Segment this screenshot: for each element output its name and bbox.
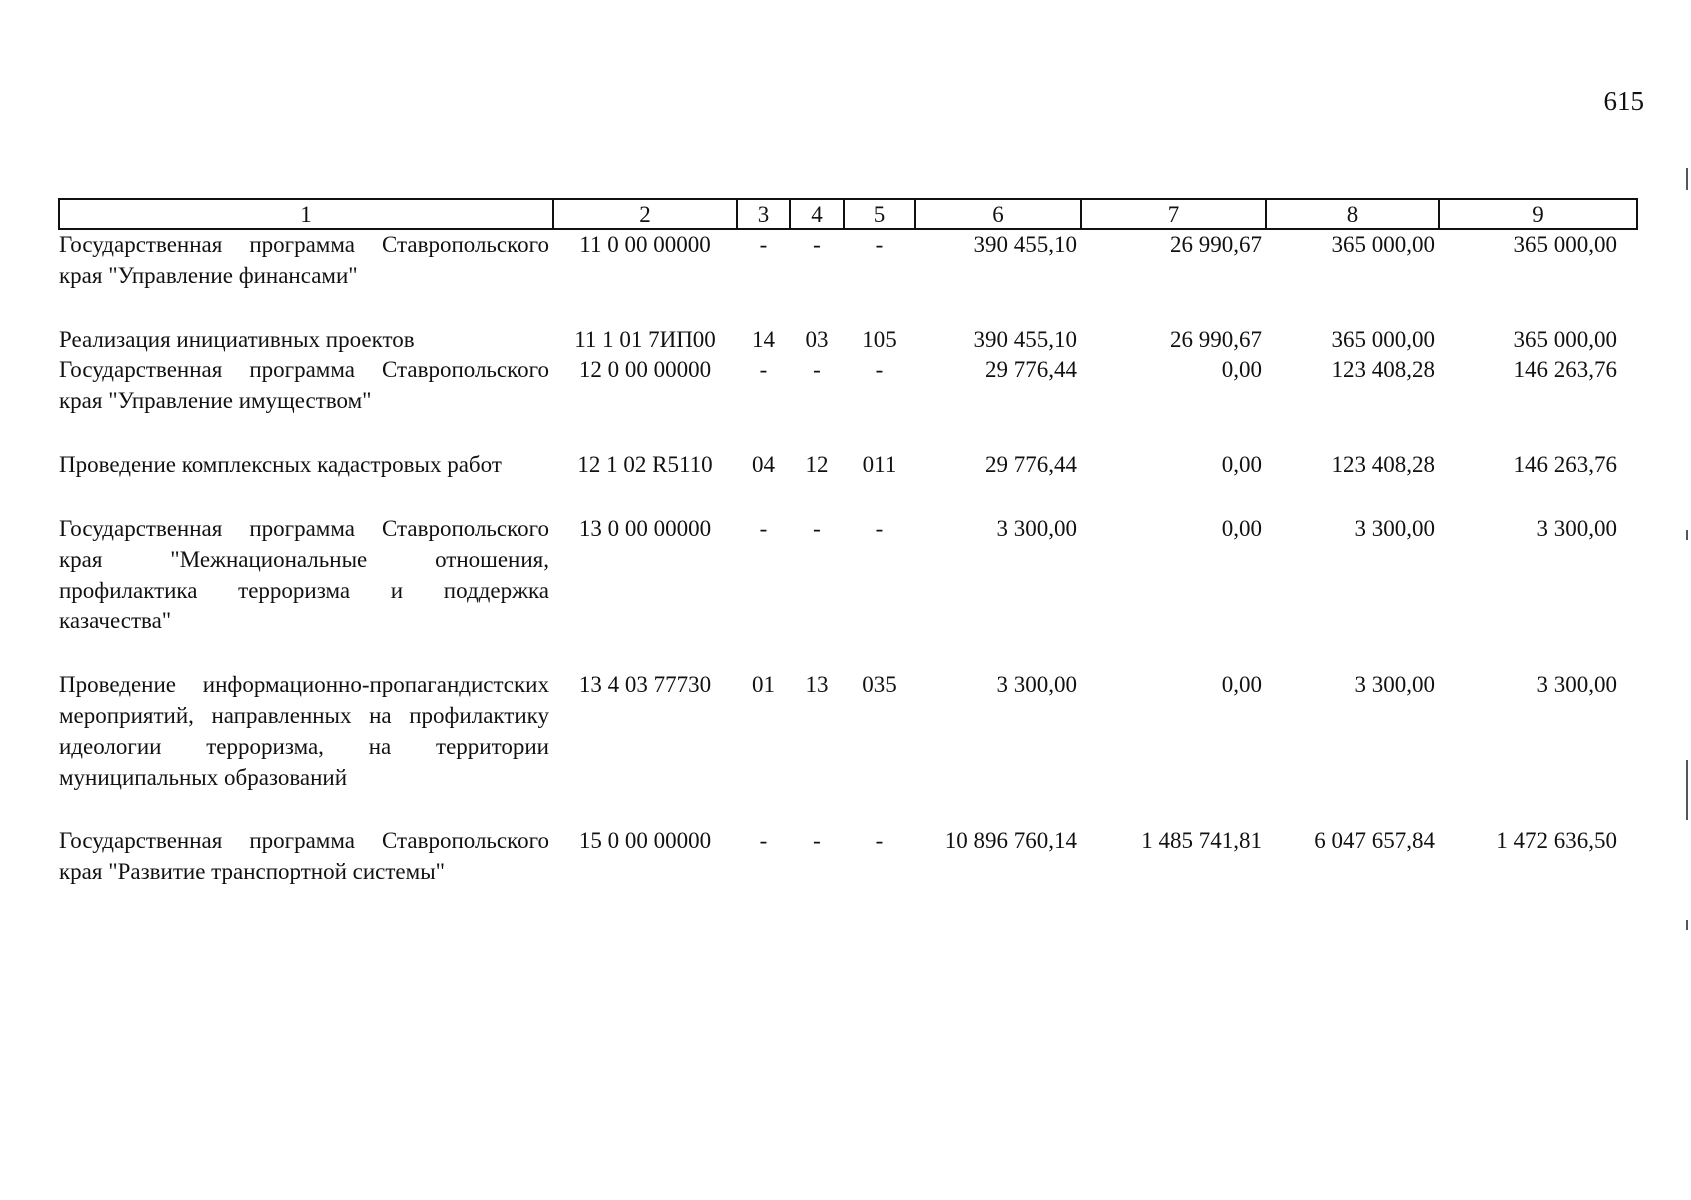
header-col-7: 7 [1081,199,1266,229]
table-row [59,826,1637,888]
row-name: Государственная программа Ставропольского края "Управление финансами" [59,232,549,288]
row-col-4: - [813,828,821,854]
table-row [59,325,1637,356]
row-col-4: - [813,232,821,257]
header-col-6: 6 [915,199,1081,229]
row-col-6: 390 455,10 [973,232,1077,257]
row-col-5: 035 [862,672,897,698]
row-code: 11 0 00 00000 [579,232,711,257]
header-col-5: 5 [844,199,915,229]
row-col-3: - [759,515,768,541]
row-col-7: 0,00 [1221,357,1262,383]
row-col-9: 1 472 636,50 [1496,828,1617,854]
header-col-3: 3 [737,199,790,229]
row-col-8: 123 408,28 [1331,357,1435,383]
row-col-8: 365 000,00 [1331,232,1435,257]
row-col-3: 04 [752,452,775,478]
table-row [59,670,1637,826]
header-col-9: 9 [1439,199,1637,229]
row-col-3: 14 [752,326,775,352]
row-col-5: - [875,357,884,383]
row-col-9: 3 300,00 [1536,672,1617,698]
row-col-4: 13 [805,672,829,698]
row-col-3: - [759,357,768,383]
row-name: Реализация инициативных проектов [59,326,415,352]
row-code: 11 1 01 7ИП00 [574,326,716,352]
table-row [59,229,1637,325]
row-col-8: 6 047 657,84 [1314,828,1435,854]
row-code: 13 4 03 77730 [578,672,712,698]
row-col-4: - [813,515,821,541]
table-row [59,355,1637,450]
row-col-7: 1 485 741,81 [1141,828,1262,854]
row-col-5: - [875,515,884,541]
header-col-1: 1 [59,199,553,229]
row-col-4: 03 [805,326,829,352]
row-code: 15 0 00 00000 [578,828,712,854]
table-row [59,450,1637,514]
row-col-5: 011 [862,452,897,478]
table-row [59,514,1637,670]
row-name: Государственная программа Ставропольского края "Развитие транспортной системы" [59,828,549,885]
row-name: Государственная программа Ставропольского края "Межнациональные отношения, профилактика терроризма и поддержка казачества" [59,515,549,634]
page-number: 615 [1603,86,1644,116]
row-name: Проведение информационно-пропагандистских мероприятий, направленных на профилактику идеологии терроризма, на территории муниципальных образований [59,672,549,790]
row-code: 13 0 00 00000 [578,515,712,541]
row-col-7: 0,00 [1221,672,1262,698]
row-col-6: 29 776,44 [985,357,1077,383]
table-body [59,229,1637,888]
row-col-3: - [759,828,768,854]
scan-edge-mark [1686,168,1688,190]
row-col-6: 10 896 760,14 [944,828,1077,854]
row-col-8: 3 300,00 [1354,515,1435,541]
row-col-7: 0,00 [1221,515,1262,541]
budget-table-container [58,198,1636,888]
row-code: 12 1 02 R5110 [577,452,713,478]
row-name: Проведение комплексных кадастровых работ [59,452,502,478]
row-col-3: - [759,232,768,257]
table-header [59,199,1637,229]
row-col-8: 123 408,28 [1331,452,1435,478]
row-col-6: 3 300,00 [996,672,1077,698]
header-row [59,199,1637,229]
scan-edge-mark [1686,760,1688,820]
row-col-8: 3 300,00 [1354,672,1435,698]
row-col-5: - [875,232,884,257]
row-col-9: 3 300,00 [1536,515,1617,541]
header-col-2: 2 [553,199,737,229]
row-col-3: 01 [752,672,775,698]
row-col-7: 26 990,67 [1170,326,1262,352]
row-col-9: 146 263,76 [1513,357,1617,383]
row-col-7: 26 990,67 [1170,232,1262,257]
row-col-6: 3 300,00 [996,515,1077,541]
scan-edge-mark [1686,920,1688,930]
row-col-6: 390 455,10 [973,326,1077,352]
row-col-8: 365 000,00 [1331,326,1435,352]
header-col-8: 8 [1266,199,1439,229]
scan-edge-mark [1686,530,1688,540]
row-col-5: 105 [862,326,897,352]
row-col-6: 29 776,44 [985,452,1077,478]
row-col-4: 12 [805,452,829,478]
header-col-4: 4 [790,199,844,229]
row-col-5: - [875,828,884,854]
row-col-4: - [813,357,821,383]
budget-table [58,198,1638,888]
row-col-7: 0,00 [1221,452,1262,478]
row-name: Государственная программа Ставропольского края "Управление имуществом" [59,357,549,414]
row-col-9: 365 000,00 [1513,232,1617,257]
row-col-9: 146 263,76 [1513,452,1617,478]
row-code: 12 0 00 00000 [578,357,712,383]
row-col-9: 365 000,00 [1513,326,1617,352]
